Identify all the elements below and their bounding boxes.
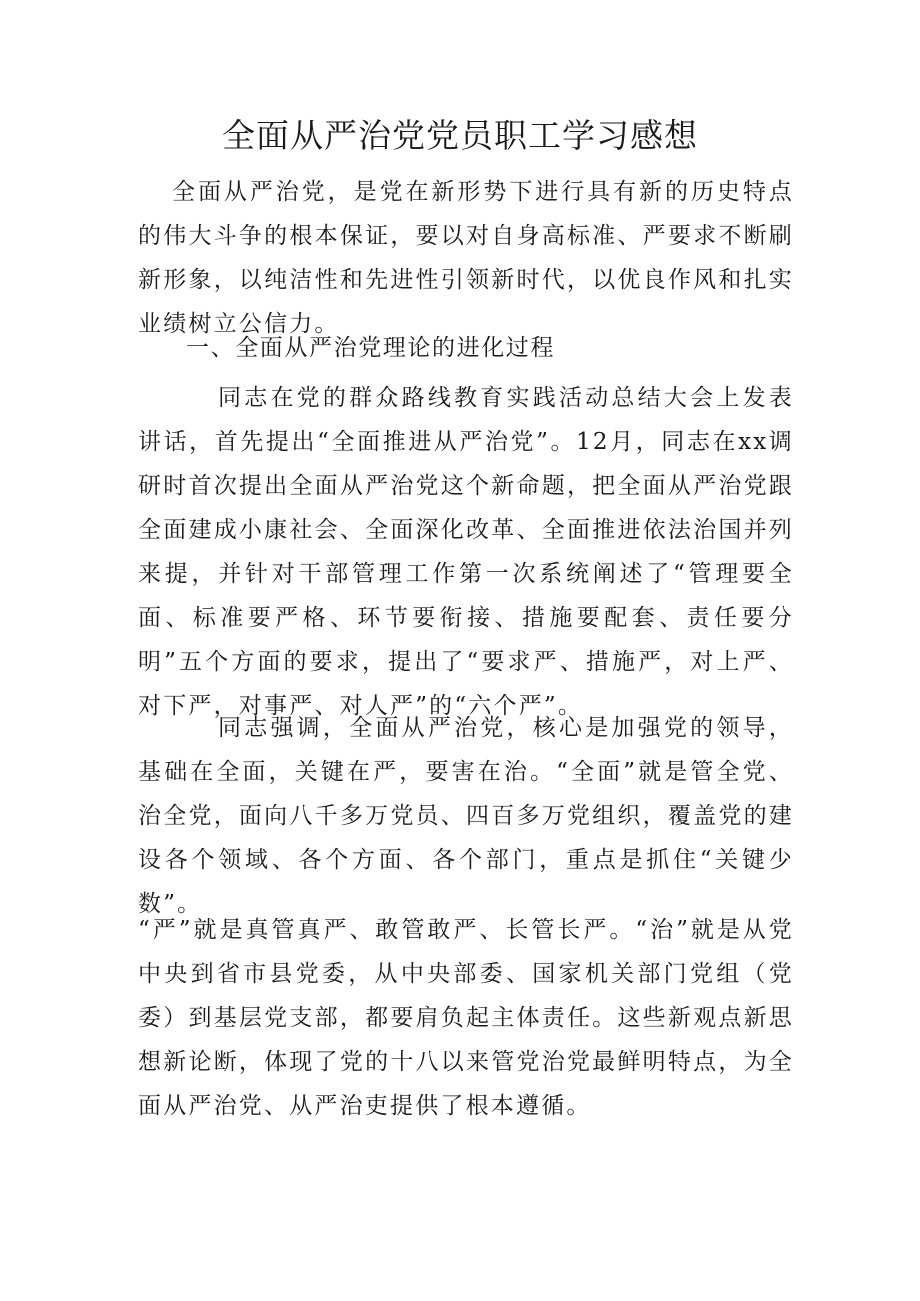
section-heading: 一、全面从严治党理论的进化过程 <box>186 335 555 361</box>
body-paragraph: 同志在党的群众路线教育实践活动总结大会上发表讲话，首先提出“全面推进从严治党”。12月，同志在xx调研时首次提出全面从严治党这个新命题，把全面从严治党跟全面建成小康社会、全面深化改革、全面推进依法治国并列来提，并针对干部管理工作第一次系统阐述了“管理要全面、标准要严格、环节要衔接、措施要配套、责任要分明”五个方面的要求，提出了“要求严、措施严，对上严、对下严，对事严、对人严”的“六个严”。 <box>138 385 794 719</box>
body-paragraph: “严”就是真管真严、敢管敢严、长管长严。“治”就是从党中央到省市县党委，从中央部委、国家机关部门党组（党委）到基层党支部，都要肩负起主体责任。这些新观点新思想新论断，体现了党的十八以来管党治党最鲜明特点，为全面从严治党、从严治吏提供了根本遵循。 <box>138 917 794 1119</box>
document-title: 全面从严治党党员职工学习感想 <box>222 116 698 155</box>
intro-paragraph: 全面从严治党，是党在新形势下进行具有新的历史特点的伟大斗争的根本保证，要以对自身高标准、严要求不断刷新形象，以纯洁性和先进性引领新时代，以优良作风和扎实业绩树立公信力。 <box>138 179 794 337</box>
body-paragraph: 同志强调，全面从严治党，核心是加强党的领导，基础在全面，关键在严，要害在治。“全面”就是管全党、治全党，面向八千多万党员、四百多万党组织，覆盖党的建设各个领域、各个方面、各个部门，重点是抓住“关键少数”。 <box>138 715 794 917</box>
